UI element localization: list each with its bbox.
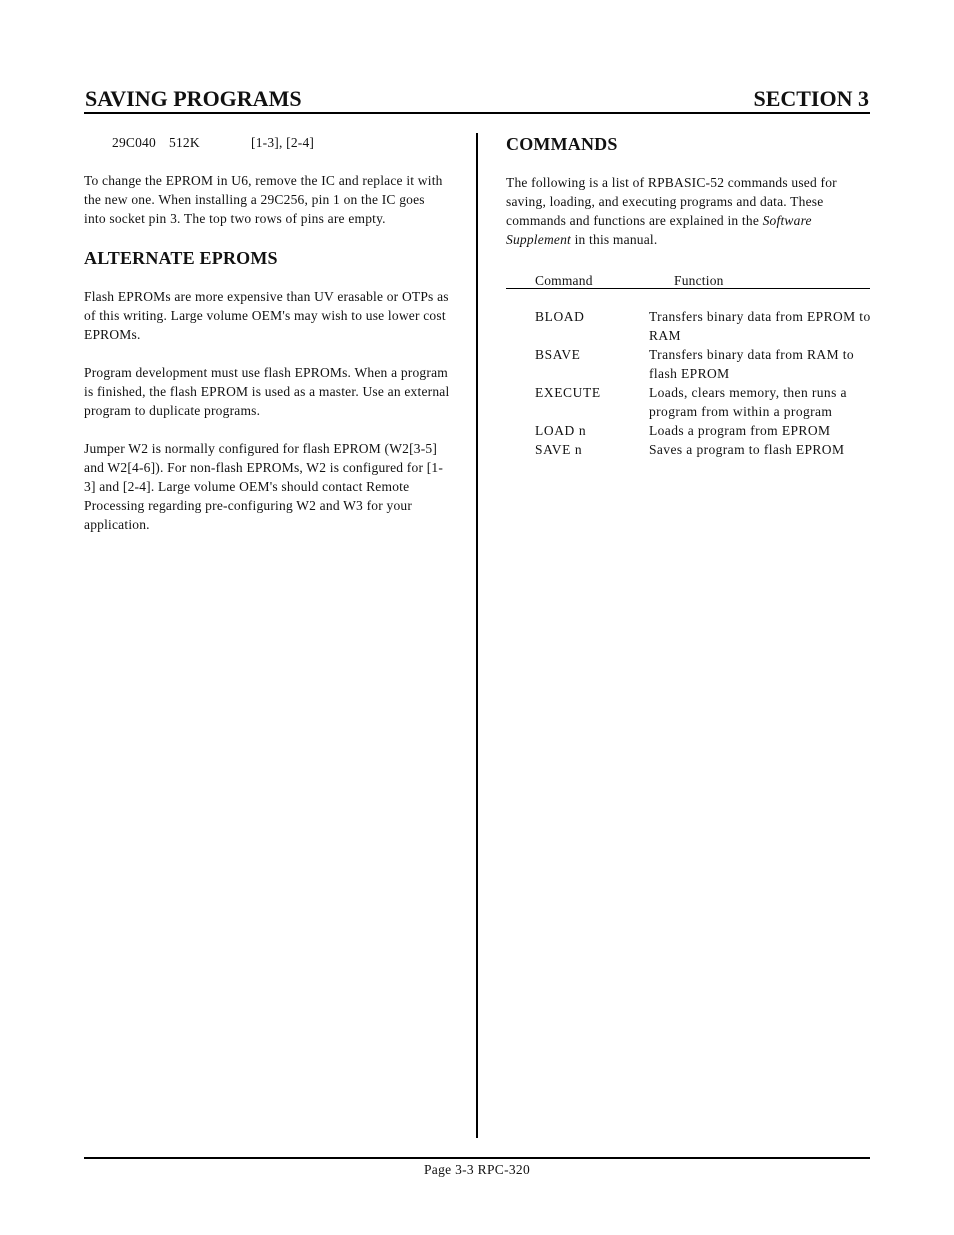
eprom-size: 512K [169,135,200,150]
paragraph-program-development: Program development must use flash EPROMs. When a program is finished, the flash EPROM is used as a master. Use an external program to duplicate programs. [84,365,450,418]
table-row [506,421,871,440]
table-row [506,345,871,383]
command-name: LOAD n [535,423,587,438]
software-supplement-ref: Software Supplement [506,213,812,247]
column-header-function: Function [674,273,724,288]
command-table [506,307,871,459]
left-column [84,133,450,553]
paragraph-commands-intro [506,173,871,249]
paragraph-change-eprom: To change the EPROM in U6, remove the IC and replace it with the new one. When installing a 29C256, pin 1 on the IC goes into socket pin 3. The top two rows of pins are empty. [84,173,443,226]
paragraph-jumper-w2: Jumper W2 is normally configured for flash EPROM (W2[3-5] and W2[4-6]). For non-flash EPROMs, W2 is configured for [1-3] and [2-4]. Large volume OEM's should contact Remote Processing regarding pre-configuring W2 and W3 for your application. [84,441,444,532]
page-footer: Page 3-3 RPC-320 [423,1162,531,1177]
eprom-spec-row [84,133,450,152]
command-name: BLOAD [535,309,585,324]
column-divider [476,133,478,1138]
header-rule [84,112,870,114]
command-name: EXECUTE [535,385,601,400]
column-header-command: Command [535,273,593,288]
command-function: Transfers binary data from RAM to flash EPROM [649,347,855,381]
heading-commands: COMMANDS [506,134,618,154]
eprom-part: 29C040 [112,135,156,150]
table-row [506,440,871,459]
command-table-header [506,268,870,289]
page-title: SAVING PROGRAMS [85,86,302,111]
command-name: BSAVE [535,347,581,362]
intro-text-end: in this manual. [574,232,658,247]
paragraph-flash-cost: Flash EPROMs are more expensive than UV erasable or OTPs as of this writing. Large volume OEM's may wish to use lower cost EPROMs. [84,289,449,342]
table-row [506,383,871,421]
table-row [506,307,871,345]
command-function: Transfers binary data from EPROM to RAM [649,309,871,343]
intro-text: The following is a list of RPBASIC-52 commands used for saving, loading, and executing programs and data. These commands and functions are explained in the [506,175,837,228]
command-function: Saves a program to flash EPROM [649,442,845,457]
heading-alternate-eproms: ALTERNATE EPROMS [84,248,278,268]
command-function: Loads a program from EPROM [649,423,831,438]
eprom-jumpers: [1-3], [2-4] [251,135,315,150]
command-function: Loads, clears memory, then runs a program from within a program [649,385,847,419]
command-name: SAVE n [535,442,583,457]
section-label: SECTION 3 [753,86,869,111]
right-column [506,133,871,459]
footer-rule [84,1157,870,1159]
